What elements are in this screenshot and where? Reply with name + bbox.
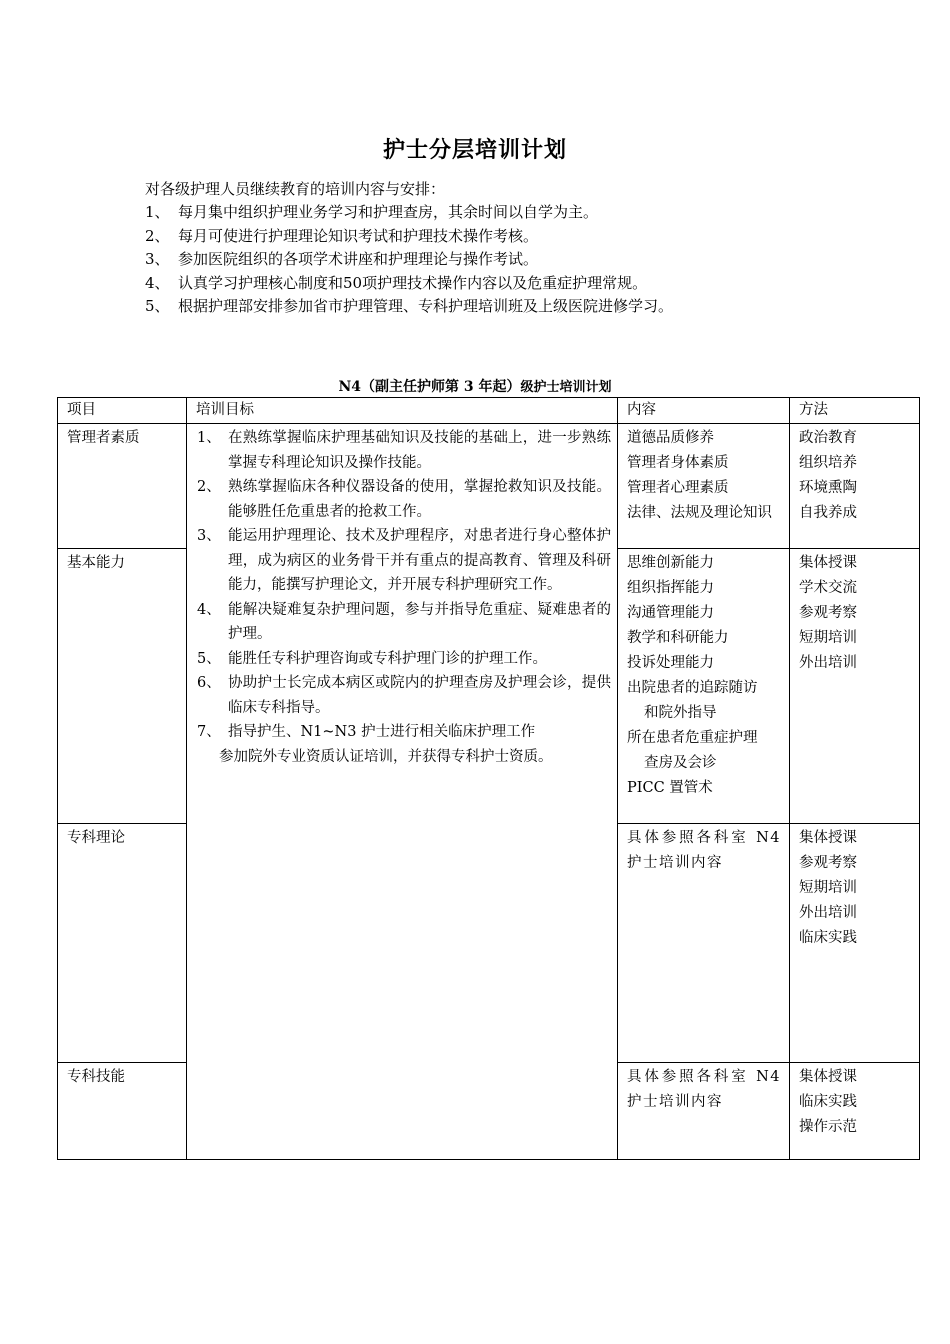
content-line: 道德品质修养 [627, 430, 714, 446]
intro-item [145, 225, 673, 249]
intro-item-num: 5、 [145, 297, 170, 315]
content-line: 法律、法规及理论知识 [627, 505, 772, 521]
table-row [58, 424, 920, 549]
method-line: 集体授课 [799, 1069, 857, 1085]
method-line: 自我养成 [799, 505, 857, 521]
row-methods [790, 1063, 920, 1160]
header-method: 方法 [790, 398, 920, 424]
content-line: 所在患者危重症护理 [627, 730, 758, 746]
row-content [618, 824, 790, 1063]
goal-item [197, 720, 611, 745]
goal-item [197, 598, 611, 647]
table-header-row [58, 398, 920, 424]
row-item: 管理者素质 [58, 424, 187, 549]
content-line: 具体参照各科室 N4 护士培训内容 [627, 1069, 781, 1110]
header-item: 项目 [58, 398, 187, 424]
goal-text: 能运用护理理论、技术及护理程序，对患者进行身心整体护理，成为病区的业务骨干并有重点的提高教育、管理及科研能力，能撰写护理论文，并开展专科护理研究工作。 [228, 528, 611, 593]
method-line: 参观考察 [799, 605, 857, 621]
row-methods [790, 549, 920, 824]
goal-num: 6、 [197, 675, 221, 691]
content-line: 管理者心理素质 [627, 480, 729, 496]
method-line: 参观考察 [799, 855, 857, 871]
table-title-main: N4（副主任护师第 3 年起） [338, 379, 521, 395]
content-line: 思维创新能力 [627, 555, 714, 571]
goal-list [197, 426, 617, 745]
row-methods [790, 824, 920, 1063]
goal-item [197, 647, 611, 672]
method-line: 临床实践 [799, 1094, 857, 1110]
intro-list [145, 201, 673, 319]
method-line: 临床实践 [799, 930, 857, 946]
goal-num: 7、 [197, 724, 221, 740]
row-content [618, 424, 790, 549]
intro-item-text: 每月集中组织护理业务学习和护理查房，其余时间以自学为主。 [178, 203, 599, 221]
method-line: 外出培训 [799, 905, 857, 921]
method-line: 操作示范 [799, 1119, 857, 1135]
content-line: 和院外指导 [644, 705, 717, 721]
header-goal: 培训目标 [187, 398, 618, 424]
goal-num: 5、 [197, 650, 221, 667]
goal-num: 4、 [197, 601, 221, 618]
content-line: 沟通管理能力 [627, 605, 714, 621]
goal-num: 2、 [197, 479, 221, 495]
method-line: 环境熏陶 [799, 480, 857, 496]
content-line: 管理者身体素质 [627, 455, 729, 471]
method-line: 政治教育 [799, 430, 857, 446]
goal-num: 3、 [197, 528, 221, 544]
goal-text: 熟练掌握临床各种仪器设备的使用，掌握抢救知识及技能。能够胜任危重患者的抢救工作。 [228, 479, 611, 520]
method-line: 组织培养 [799, 455, 857, 471]
row-methods [790, 424, 920, 549]
goal-item [197, 475, 611, 524]
row-item: 专科技能 [58, 1063, 187, 1160]
goal-text: 能胜任专科护理咨询或专科护理门诊的护理工作。 [228, 650, 547, 667]
row-item: 专科理论 [58, 824, 187, 1063]
intro-item [145, 272, 673, 296]
intro-item-num: 2、 [145, 226, 170, 245]
intro-item [145, 248, 673, 272]
row-item: 基本能力 [58, 549, 187, 824]
row-content [618, 549, 790, 824]
method-line: 集体授课 [799, 830, 857, 846]
content-line: 投诉处理能力 [627, 655, 714, 671]
method-line: 短期培训 [799, 630, 857, 646]
method-line: 集体授课 [799, 555, 857, 571]
table-title-suffix: 级护士培训计划 [520, 380, 612, 395]
goal-item [197, 426, 611, 475]
content-line: 具体参照各科室 N4 护士培训内容 [627, 830, 781, 871]
table-title [0, 376, 950, 396]
goal-text: 在熟练掌握临床护理基础知识及技能的基础上，进一步熟练掌握专科理论知识及操作技能。 [228, 430, 611, 471]
goal-num: 1、 [197, 430, 221, 446]
goal-text: 能解决疑难复杂护理问题，参与并指导危重症、疑难患者的护理。 [228, 601, 611, 642]
content-line: 出院患者的追踪随访 [627, 680, 758, 696]
intro-lead: 对各级护理人员继续教育的培训内容与安排： [145, 180, 446, 198]
row-content [618, 1063, 790, 1160]
intro-item-num: 4、 [145, 273, 170, 292]
intro-item-text: 根据护理部安排参加省市护理管理、专科护理培训班及上级医院进修学习。 [178, 297, 674, 315]
goal-text: 协助护士长完成本病区或院内的护理查房及护理会诊，提供临床专科指导。 [228, 675, 611, 716]
goal-extra: 参加院外专业资质认证培训，并获得专科护士资质。 [219, 748, 553, 765]
method-line: 外出培训 [799, 655, 857, 671]
intro-item-text: 认真学习护理核心制度和50项护理技术操作内容以及危重症护理常规。 [178, 273, 648, 292]
content-line: 查房及会诊 [644, 755, 717, 771]
goal-item [197, 524, 611, 598]
content-line: 教学和科研能力 [627, 630, 729, 646]
method-line: 学术交流 [799, 580, 857, 596]
intro-item [145, 295, 673, 319]
goal-item [197, 671, 611, 720]
intro-item [145, 201, 673, 225]
method-line: 短期培训 [799, 880, 857, 896]
intro-item-num: 3、 [145, 250, 170, 268]
goals-cell [187, 424, 618, 1160]
header-content: 内容 [618, 398, 790, 424]
intro-item-num: 1、 [145, 203, 170, 221]
training-plan-table [57, 397, 920, 1160]
content-line: 组织指挥能力 [627, 580, 714, 596]
page-title: 护士分层培训计划 [382, 138, 567, 163]
content-line: PICC 置管术 [627, 780, 713, 796]
intro-item-text: 每月可使进行护理理论知识考试和护理技术操作考核。 [178, 226, 539, 245]
goal-text: 指导护生、N1~N3 护士进行相关临床护理工作 [228, 724, 536, 740]
intro-item-text: 参加医院组织的各项学术讲座和护理理论与操作考试。 [178, 250, 539, 268]
